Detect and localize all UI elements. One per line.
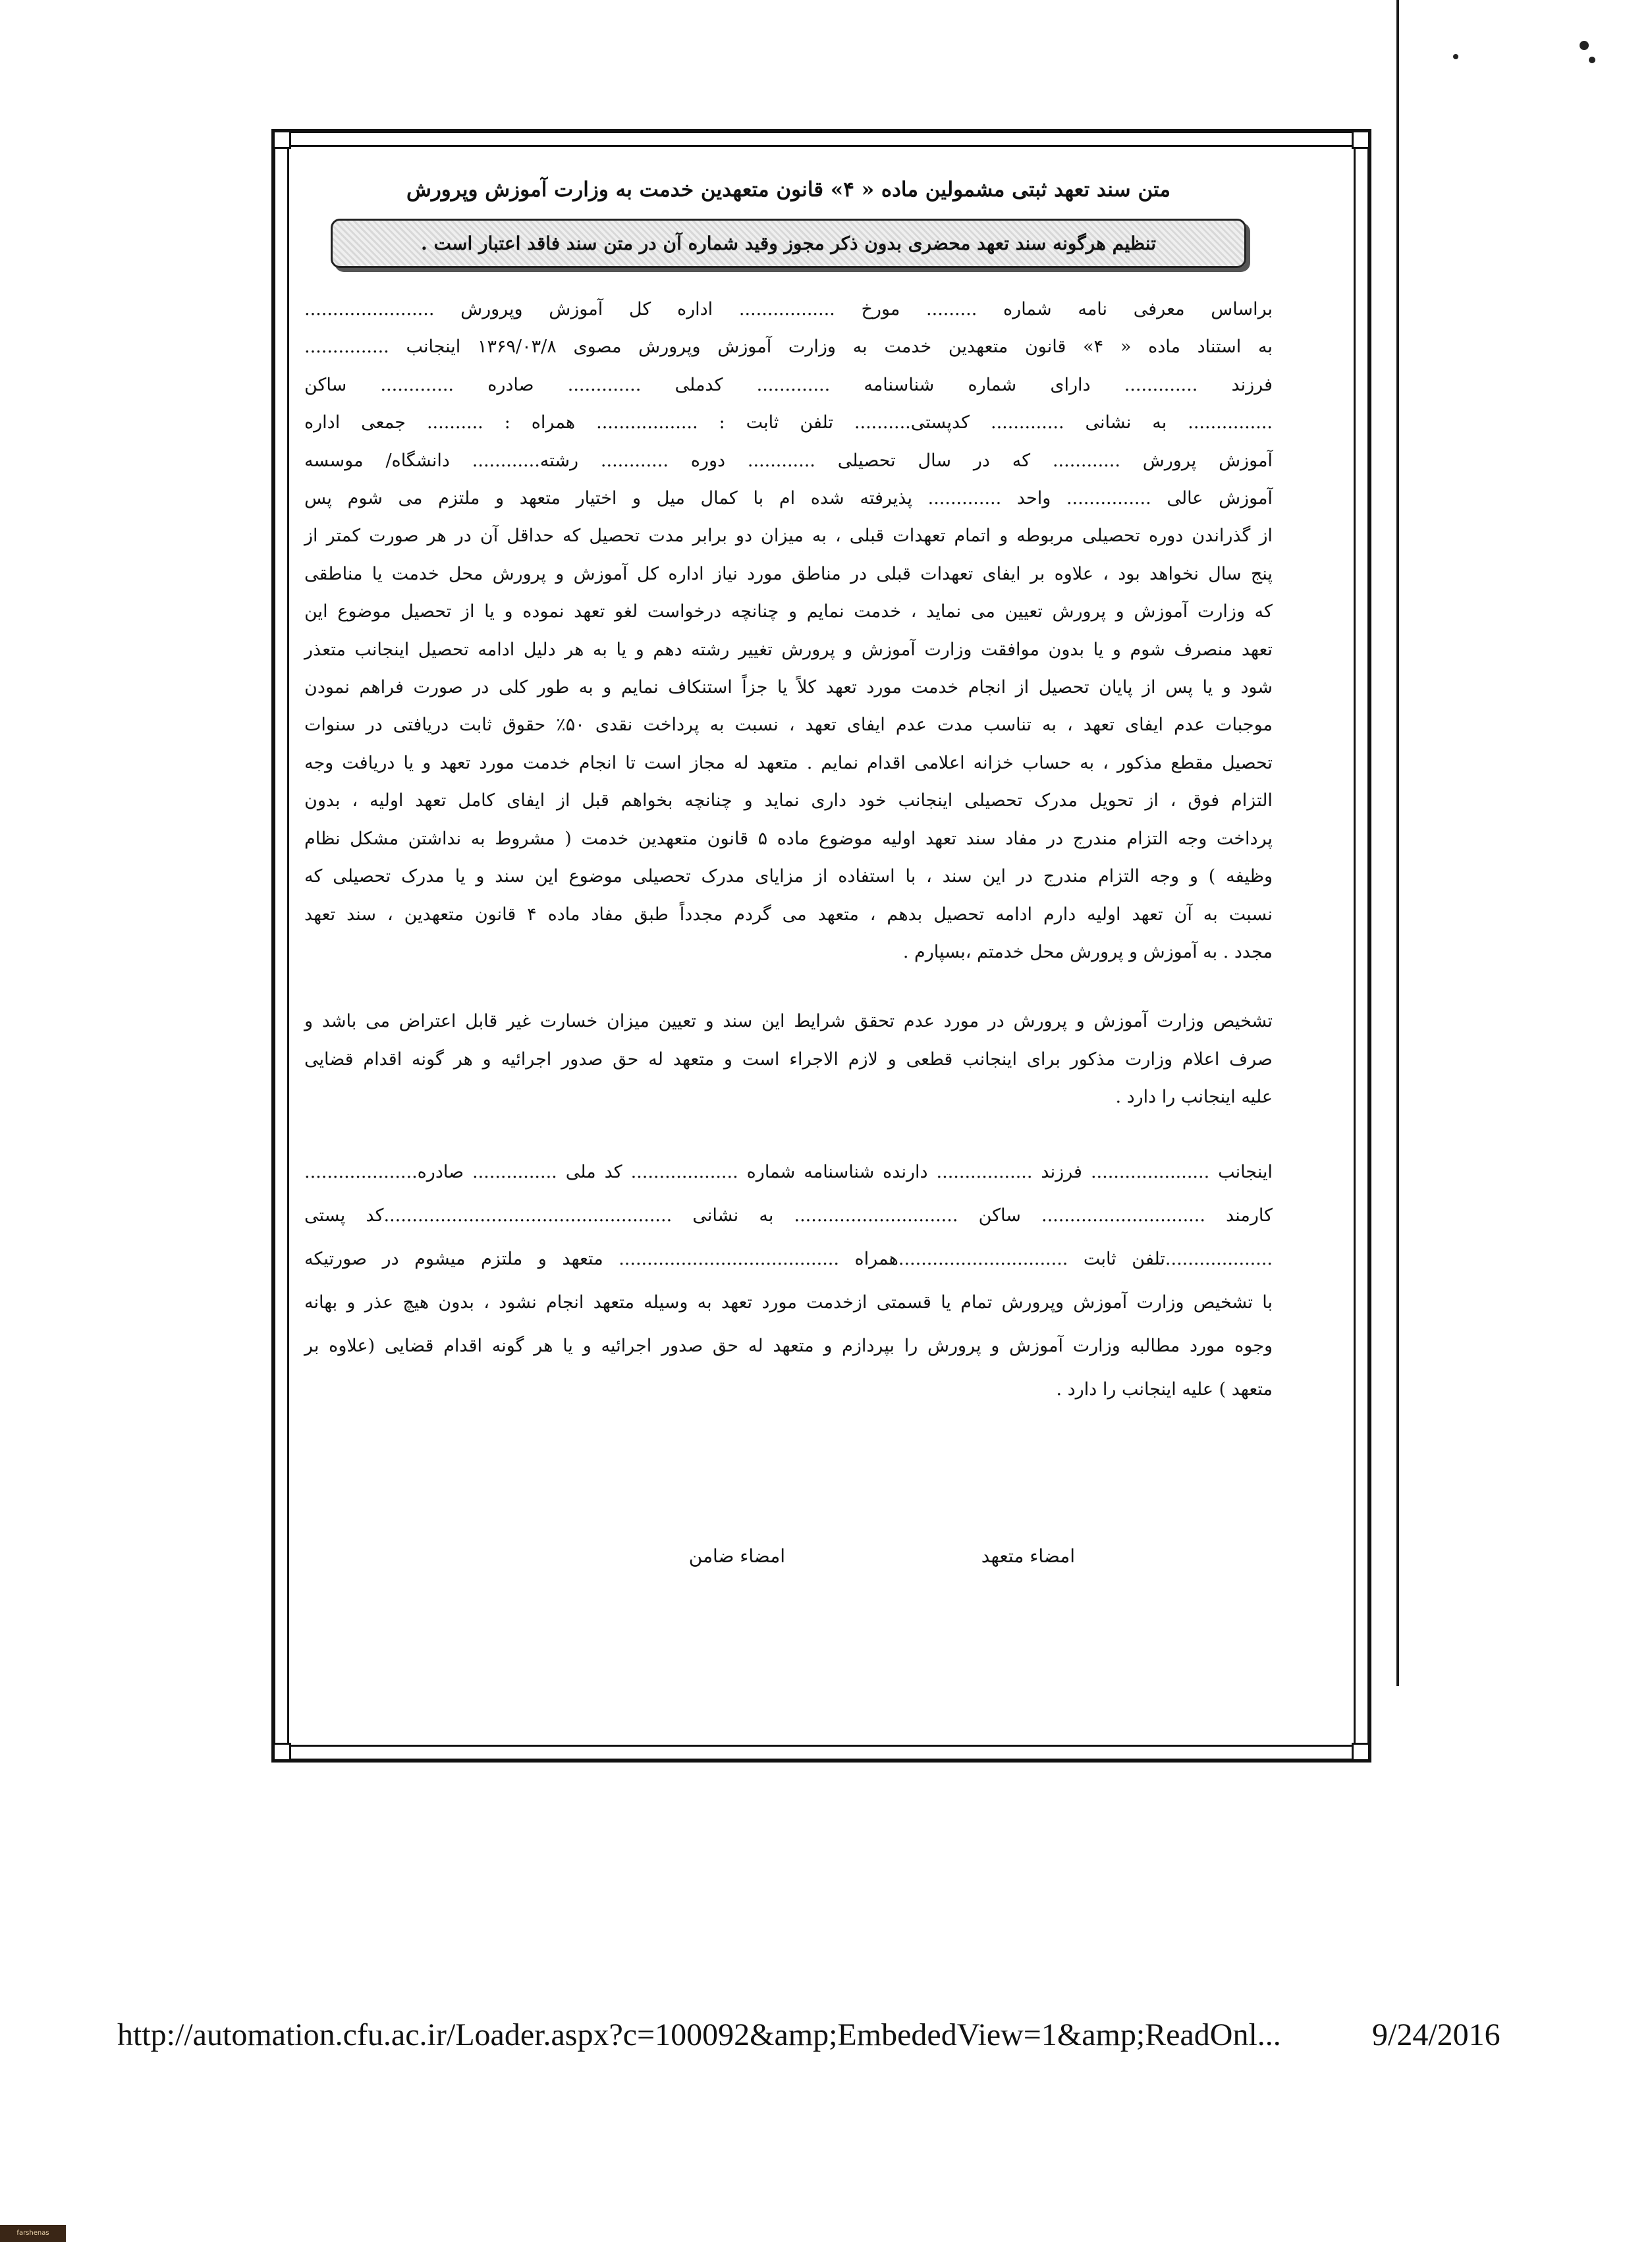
text-line: با تشخیص وزارت آموزش وپرورش تمام یا قسمتی ازخدمت مورد تعهد به وسیله متعهد انجام نشود ، بدون هیچ عذر و بهانه [304, 1292, 1273, 1313]
text-line: پنج سال نخواهد بود ، علاوه بر ایفای تعهدات قبلی در مناطق مورد نیاز اداره کل آموزش و پرورش محل خدمت یا مناطقی [304, 563, 1273, 584]
commitment-paragraph [304, 290, 1273, 971]
text-line: وظیفه ) و وجه التزام مندرج در این سند ، با استفاده از مزایای مدرک تحصیلی موضوع این سند و یا مدرک تحصیلی که [304, 866, 1273, 887]
text-line: که وزارت آموزش و پرورش تعیین می نماید ، خدمت نمایم و چنانچه درخواست لغو تعهد نموده و یا از تحصیل موضوع این [304, 601, 1273, 622]
document-body [304, 178, 1273, 1411]
text-line: براساس معرفی نامه شماره ......... مورخ ................. اداره کل آموزش وپرورش ....................... [304, 299, 1273, 319]
scan-speck [1580, 41, 1589, 50]
frame-corner [273, 130, 291, 149]
text-line: مجدد . به آموزش و پرورش محل خدمتم ،بسپارم . [902, 941, 1273, 962]
text-line: به استناد ماده « ۴» قانون متعهدین خدمت به وزارت آموزش وپرورش مصوی ۱۳۶۹/۰۳/۸ اینجانب ............... [304, 337, 1273, 358]
text-line: موجبات عدم ایفای تعهد ، به تناسب مدت عدم ایفای تعهد ، نسبت به پرداخت نقدی ۵۰٪ حقوق ثابت دریافتی در سنوات [304, 715, 1273, 736]
frame-corner [1352, 1743, 1370, 1761]
form-line: اینجانب ..................... فرزند ................. دارنده شناسنامه شماره ................... کد ملی ............... صادره.................... [304, 1161, 1273, 1182]
text-line: متعهد ) علیه اینجانب را دارد . [1056, 1379, 1273, 1400]
obligor-signature-label: امضاء متعهد [981, 1545, 1075, 1567]
text-line: از گذراندن دوره تحصیلی مربوطه و اتمام تعهدات قبلی ، به میزان دو برابر مدت تحصیل که حداقل آن در هر صورت کمتر از [304, 526, 1273, 547]
frame-corner [1352, 130, 1370, 149]
document-title: متن سند تعهد ثبتی مشمولین ماده « ۴» قانون متعهدین خدمت به وزارت آموزش وپرورش [406, 178, 1170, 202]
form-line: ...................تلفن ثابت ..............................همراه ....................................... متعهد و ملتزم میشوم در صورتیکه [304, 1248, 1273, 1269]
scan-speck [1589, 57, 1595, 63]
form-line: کارمند ............................. ساکن ............................. به نشانی ...................................................کد پستی [304, 1205, 1273, 1226]
text-line: آموزش عالی ............... واحد ............. پذیرفته شده ام با کمال میل و اختیار متعهد و ملتزم می شوم پس [304, 488, 1273, 509]
ministry-determination-paragraph [304, 1002, 1273, 1116]
text-line: التزام فوق ، از تحویل مدرک تحصیلی اینجانب خود داری نماید و چنانچه بخواهم قبل از ایفای کامل تعهد اولیه ، بدون [304, 790, 1273, 811]
frame-corner [273, 1743, 291, 1761]
guarantor-details [304, 1151, 1273, 1281]
footer-date: 9/24/2016 [1372, 2017, 1501, 2052]
text-line: ............... به نشانی ............. کدپستی.......... تلفن ثابت : .................. همراه : .......... جمعی اداره [304, 412, 1273, 433]
text-line: تعهد منصرف شوم و یا بدون موافقت وزارت آموزش و پرورش تغییر رشته دهم و یا به هر دلیل ادامه تحصیل اینجانب متعذر [304, 639, 1273, 660]
scan-edge-line [1396, 0, 1399, 1686]
text-line: وجوه مورد مطالبه وزارت آموزش و پرورش را بپردازم و متعهد له حق صدور اجرائیه و یا هر گونه اقدام قضایی (علاوه بر [304, 1335, 1273, 1356]
scan-speck [1453, 54, 1458, 59]
footer-url: http://automation.cfu.ac.ir/Loader.aspx?c=100092&amp;EmbededView=1&amp;ReadOnl... [117, 2017, 1281, 2052]
text-line: علیه اینجانب را دارد . [1115, 1087, 1273, 1108]
text-line: آموزش پرورش ............ که در سال تحصیلی ............ دوره ............ رشته............ دانشگاه/ موسسه [304, 450, 1273, 471]
guarantor-commitment-paragraph [304, 1281, 1273, 1411]
guarantor-signature-label: امضاء ضامن [688, 1545, 785, 1567]
text-line: پرداخت وجه التزام مندرج در مفاد سند تعهد اولیه موضوع ماده ۵ قانون متعهدین خدمت ( مشروط به نداشتن مشکل نظام [304, 828, 1273, 849]
brand-watermark: farshenas [0, 2225, 66, 2242]
text-line: صرف اعلام وزارت مذکور برای اینجانب قطعی و لازم الاجراء است و متعهد له حق صدور اجرائیه و هر گونه اقدام قضایی [304, 1049, 1273, 1070]
signature-row [304, 1545, 1273, 1585]
text-line: تحصیل مقطع مذکور ، به حساب خزانه اعلامی اقدام نمایم . متعهد له مجاز است تا انجام خدمت مورد تعهد و یا دریافت وجه [304, 752, 1273, 773]
validity-notice: تنظیم هرگونه سند تعهد محضری بدون ذکر مجوز وقید شماره آن در متن سند فاقد اعتبار است . [331, 219, 1246, 268]
text-line: نسبت به آن تعهد اولیه دارم ادامه تحصیل بدهم ، متعهد می گردم مجدداً طبق مفاد ماده ۴ قانون متعهدین ، سند تعهد [304, 904, 1273, 925]
text-line: فرزند ............. دارای شماره شناسنامه ............. کدملی ............. صادره ............. ساکن [304, 374, 1273, 395]
text-line: تشخیص وزارت آموزش و پرورش در مورد عدم تحقق شرایط این سند و تعیین میزان خسارت غیر قابل اعتراض می باشد و [304, 1011, 1273, 1032]
text-line: شود و یا پس از پایان تحصیل از انجام خدمت مورد تعهد کلاً یا جزاً استنکاف نمایم و به طور کلی در صورت فراهم نمودن [304, 677, 1273, 698]
